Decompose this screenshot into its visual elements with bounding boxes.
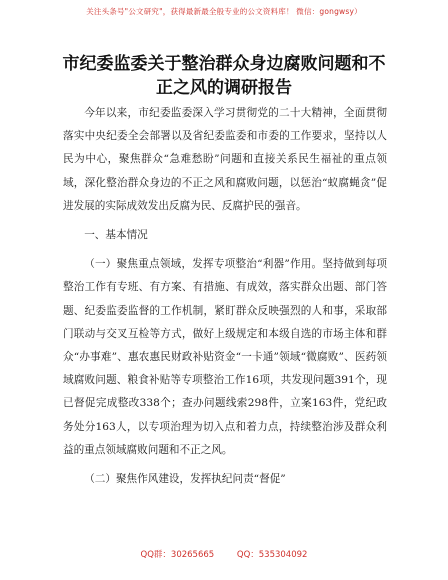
- document-body: [63, 102, 387, 491]
- body-paragraph: （二）聚焦作风建设，发挥执纪问责“督促”: [84, 473, 286, 486]
- section-heading: 一、基本情况: [84, 229, 148, 242]
- body-paragraph: （一）聚焦重点领域，发挥专项整治“利器”作用。坚持做到每项整治工作有专班、有方案、有措施、有成效，落实群众出题、部门答题、纪委监委监督的工作机制，紧盯群众反映强烈的人和事，采取部门联动与交叉互检等方式，做好上级规定和本级自选的市场主体和群众“办事难”、惠农惠民财政补贴资金“一卡通”领域“微腐败”、医药领域腐败问题、粮食补贴等专项整治工作16项，共发现问题391个，现已督促完成整改338个；查办问题线索298件，立案163件，党纪政务处分163人，以专项治理为切入点和着力点，持续整治涉及群众利益的重点领域腐败问题和不正之风。: [63, 258, 387, 456]
- top-banner: 关注头条号"公文研究"，获得最新最全般专业的公文资料库！ 微信：gongwsy）: [86, 7, 362, 16]
- intro-paragraph: 今年以来，市纪委监委深入学习贯彻党的二十大精神，全面贯彻落实中央纪委全会部署以及省纪委监委和市委的工作要求，坚持以人民为中心，聚焦群众“急难愁盼”问题和直接关系民生福祉的重点领域，深化整治群众身边的不正之风和腐败问题，以惩治“蚁腐蝇贪”促进发展的实际成效发出反腐为民、反腐护民的强音。: [63, 107, 387, 212]
- page-title: 市纪委监委关于整治群众身边腐败问题和不正之风的调研报告: [62, 54, 386, 98]
- footer-qq: QQ：535304092: [236, 550, 308, 560]
- footer-qq-group: QQ群：30265665: [140, 550, 215, 560]
- footer: [0, 548, 448, 560]
